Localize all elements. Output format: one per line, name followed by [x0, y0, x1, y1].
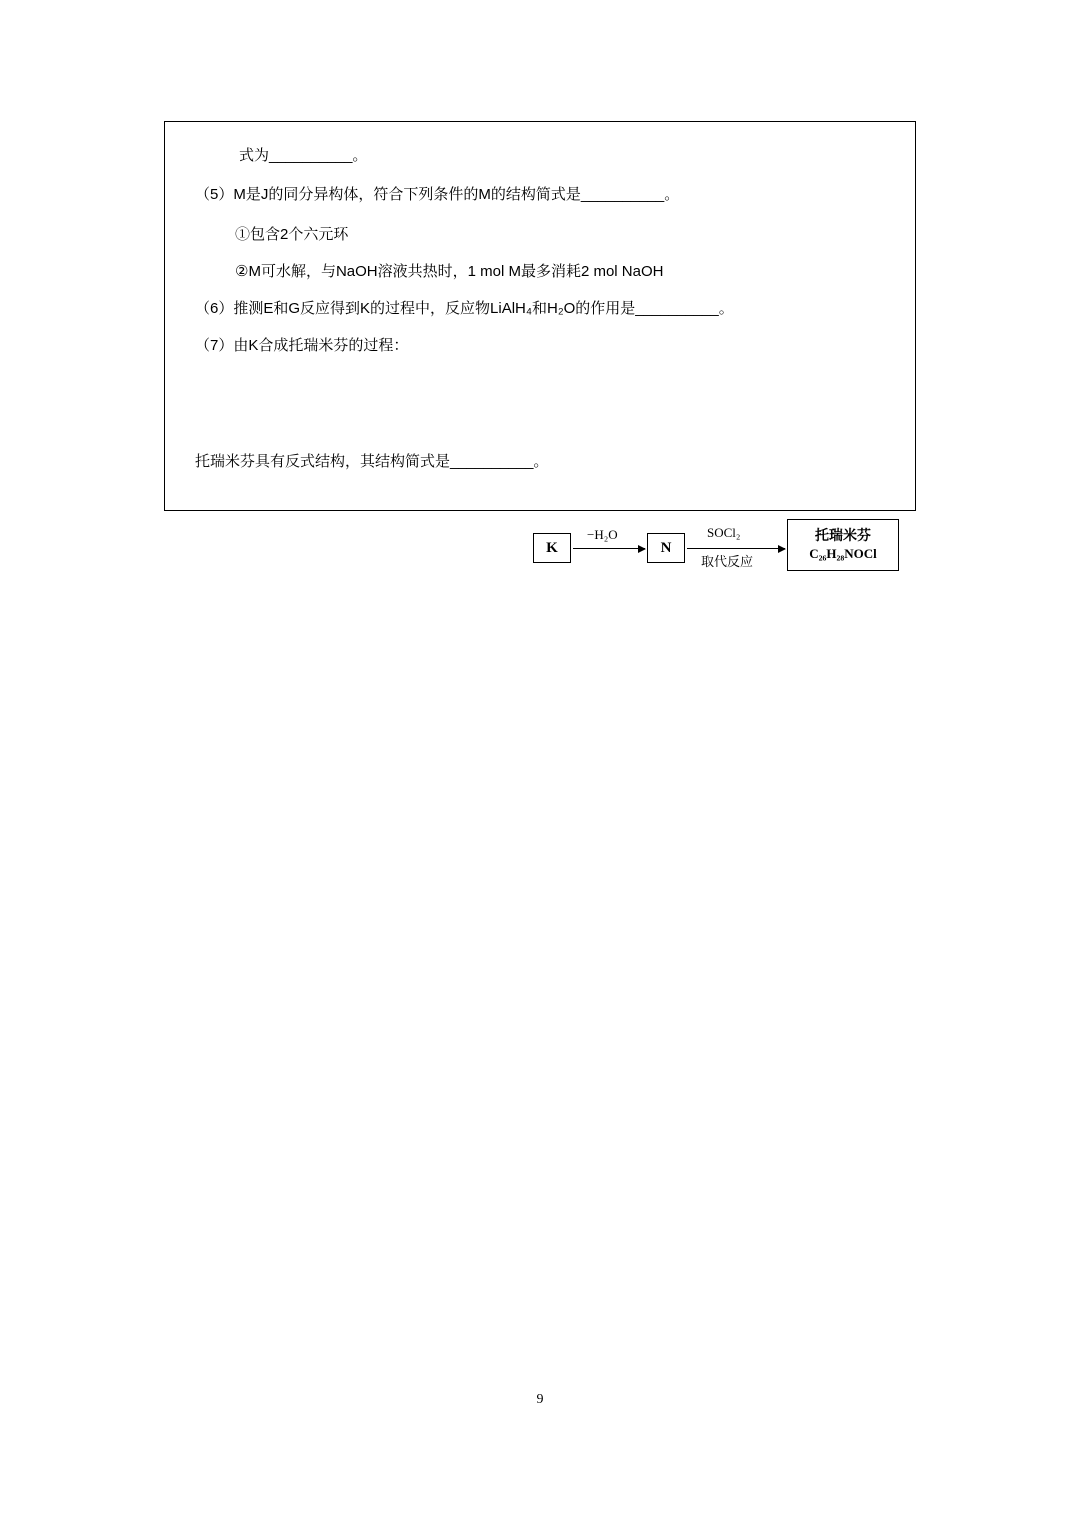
question-item-5-condition-1: ①包含2个六元环: [235, 225, 349, 243]
page-number: 9: [536, 1392, 544, 1407]
scheme-arrow-1-label: −H₂O: [587, 527, 618, 542]
scheme-box-k: K: [533, 533, 571, 563]
scheme-arrow-2-label-bottom: 取代反应: [701, 554, 754, 569]
question-item-7-tail: 托瑞米芬具有反式结构，其结构简式是__________。: [195, 452, 549, 470]
scheme-arrow-2: [687, 548, 785, 549]
scheme-box-n: N: [647, 533, 685, 563]
scheme-arrow-2-label-top: SOCl₂: [707, 525, 741, 540]
line-continuation: 式为__________。: [239, 147, 368, 164]
synthesis-scheme-diagram: [525, 517, 925, 579]
question-item-5-condition-2: ②M可水解，与NaOH溶液共热时，1 mol M最多消耗2 mol NaOH: [235, 262, 664, 280]
scheme-product-name: 托瑞米芬: [815, 529, 871, 545]
question-item-5: （5）M是J的同分异构体，符合下列条件的M的结构简式是__________。: [195, 186, 680, 204]
question-box: [164, 121, 916, 569]
question-item-7: （7）由K合成托瑞米芬的过程：: [195, 337, 409, 355]
scheme-box-product: [787, 519, 899, 571]
scheme-arrow-1: [573, 548, 645, 549]
question-item-6: （6）推测E和G反应得到K的过程中，反应物LiAlH₄和H₂O的作用是__________。: [195, 300, 734, 317]
scheme-product-formula: C₂₆H₂₈NOCl: [809, 545, 877, 561]
